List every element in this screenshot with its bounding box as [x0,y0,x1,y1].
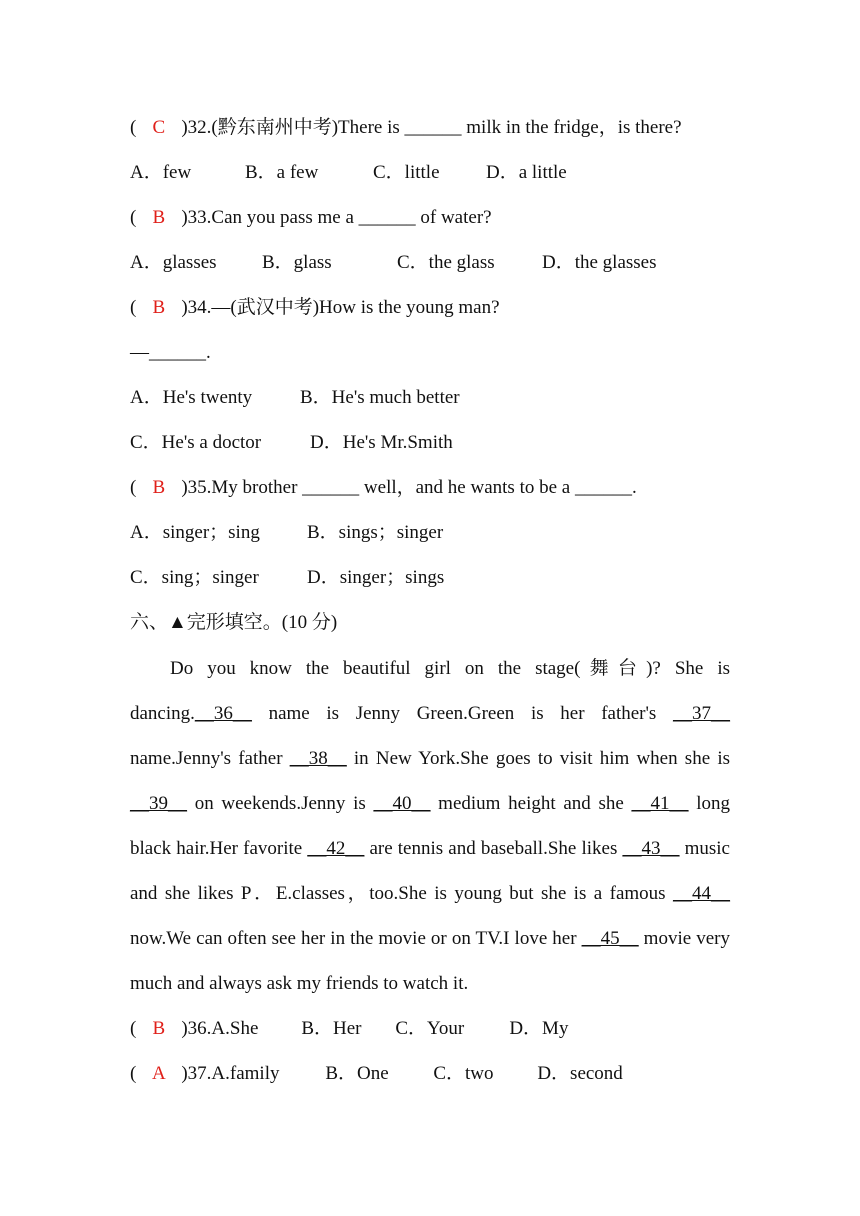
option-d: D．singer；sings [307,567,445,588]
option-c: C．Your [395,1018,465,1039]
cloze-passage [130,646,730,1006]
paren-open: ( [130,297,137,318]
question-37 [130,1062,730,1086]
answer-37: A [151,1063,166,1084]
passage-text: are tennis and baseball.She likes [364,838,623,859]
passage-text: Do you know the beautiful girl on the stage(舞台)? She is dancing. [130,658,730,724]
answer-34: B [152,297,166,318]
answer-32: C [152,117,166,138]
blank-42: __42__ [307,838,365,859]
passage-text: in New York.She goes to visit him when she is [346,748,730,769]
question-35 [130,476,730,500]
blank-41: __41__ [631,793,689,814]
option-a: A．singer；sing [130,522,260,543]
passage-text: name.Jenny's father [130,748,290,769]
question-35-options-row2 [130,566,730,590]
option-b: B．He's much better [300,387,460,408]
blank-44: __44__ [673,883,730,904]
answer-33: B [152,207,166,228]
blank-36: __36__ [194,703,252,724]
answer-36: B [152,1018,166,1039]
option-d: D．the glasses [542,252,657,273]
question-33 [130,206,730,230]
question-34-options-row1 [130,386,730,410]
option-d: D．a little [486,162,567,183]
option-a: A．glasses [130,252,217,273]
question-32-options [130,161,730,185]
paren-open: ( [130,117,137,138]
blank-37: __37__ [673,703,730,724]
option-b: B．One [325,1063,389,1084]
passage-text: long black hair.Her favorite [130,793,730,859]
passage-text: medium height and she [430,793,632,814]
option-c: C．He's a doctor [130,432,262,453]
question-34-text: )34.—(武汉中考)How is the young man? [181,297,500,318]
paren-open: ( [130,207,137,228]
blank-38: __38__ [289,748,347,769]
answer-35: B [152,477,166,498]
option-b: B．glass [262,252,332,273]
option-d: D．My [509,1018,569,1039]
question-36 [130,1017,730,1041]
question-34 [130,296,730,320]
blank-43: __43__ [622,838,680,859]
option-c: C．the glass [397,252,495,273]
option-a: A．few [130,162,192,183]
question-34-options-row2 [130,431,730,455]
question-33-text: )33.Can you pass me a ______ of water? [181,207,492,228]
passage-text: on weekends.Jenny is [187,793,374,814]
option-a: )37.A.family [181,1063,280,1084]
question-34-reply: —______. [130,342,211,363]
blank-40: __40__ [373,793,431,814]
passage-text: name is Jenny Green.Green is her father's [251,703,673,724]
question-35-text: )35.My brother ______ well，and he wants to be a ______. [181,477,637,498]
option-c: C．sing；singer [130,567,259,588]
passage-text: now.We can often see her in the movie or on TV.I love her [130,928,582,949]
option-a: A．He's twenty [130,387,253,408]
blank-39: __39__ [130,793,187,814]
passage-text: music and she likes P．E.classes，too.She is young but she is a famous [130,838,730,904]
option-d: D．second [537,1063,623,1084]
option-b: B．Her [301,1018,362,1039]
option-b: B．sings；singer [307,522,444,543]
option-c: C．two [433,1063,494,1084]
paren-open: ( [130,1018,137,1039]
blank-45: __45__ [581,928,639,949]
passage-text: movie very much and always ask my friends to watch it. [130,928,730,994]
option-a: )36.A.She [181,1018,259,1039]
question-32-text: )32.(黔东南州中考)There is ______ milk in the fridge，is there? [181,117,682,138]
option-b: B．a few [245,162,319,183]
paren-open: ( [130,1063,137,1084]
question-32 [130,116,730,140]
section-heading: 六、▲完形填空。(10 分) [130,612,338,633]
option-c: C．little [373,162,440,183]
paren-open: ( [130,477,137,498]
option-d: D．He's Mr.Smith [310,432,453,453]
question-35-options-row1 [130,521,730,545]
question-33-options [130,251,730,275]
